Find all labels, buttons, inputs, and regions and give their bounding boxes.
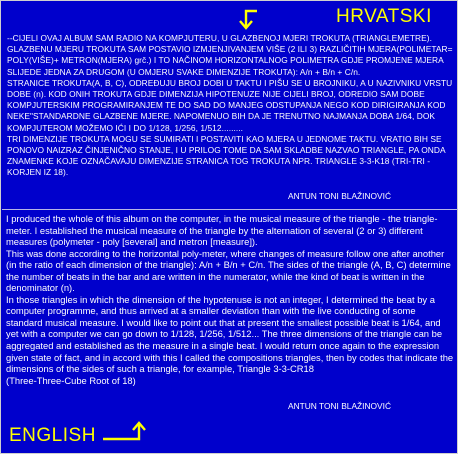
arrow-up-right-icon [101,419,147,443]
english-signature: ANTUN TONI BLAŽINOVIĆ [288,401,391,411]
english-heading: ENGLISH [9,425,96,446]
croatian-signature: ANTUN TONI BLAŽINOVIĆ [288,191,391,201]
section-divider [2,209,458,210]
english-description: I produced the whole of this album on the computer, in the musical measure of the triangle - the triangle-meter. I established the musical measure of the triangle by the alternation of several (2 or 3) different measures (polymeter - poly [several] and metron [measure]). This was done according to the horizontal poly-meter, where changes of measure follow one after another (in the ratio of each dimension of the triangle): A/n + B/n + C/n. The sides of the triangle (A, B, C) determine the number of beats in the bar and are written in the numerator, while the kind of beat is written in the denominator (n). In those triangles in which the dimension of the hypotenuse is not an integer, I determined the beat by a computer programme, and thus arrived at a smaller deviation than with the live conducting of some standard musical measure. I would like to point out that at present the smallest possible beat is 1/64, and yet with a computer we can go down to 1/128, 1/256, 1/512... The three dimensions of the triangle can be aggregated and established as the measure in a single beat. I would return once again to the expression given state of fact, and in accord with this I called the compositions triangles, then by codes that indicate the dimensions of the sides of such a triangle, for example, Triangle 3-3-CR18 (Three-Three-Cube Root of 18) [6,213,454,386]
croatian-heading: HRVATSKI [336,6,432,27]
croatian-description: --CIJELI OVAJ ALBUM SAM RADIO NA KOMPJUTERU, U GLAZBENOJ MJERI TROKUTA (TRIANGLEMETRE). GLAZBENU MJERU TROKUTA SAM POSTAVIO IZMJENJIVANJEM VIŠE (2 ILI 3) RAZLIČITIH MJERA(POLIMETAR= POLY(VIŠE)+ METRON(MJERA) grč.) I TO NAČINOM HORIZONTALNOG POLIMETRA GDJE PROMJENE MJERA SLIJEDE JEDNA ZA DRUGOM (U OMJERU SVAKE DIMENZIJE TROKUTA): A/n + B/n + C/n. STRANICE TROKUTA(A, B, C), ODREĐUJU BROJ DOBI U TAKTU I PIŠU SE U BROJNIKU, A U NAZIVNIKU VRSTU DOBE (n). KOD ONIH TROKUTA GDJE DIMENZIJA HIPOTENUZE NIJE CIJELI BROJ, ODREDIO SAM DOBE KOMPJUTERSKIM PROGRAMIRANJEM TE DO SAD DO MANJEG ODSTUPANJA NEGO KOD DIRIGIRANJA KOD NEKE"STANDARDNE GLAZBENE MJERE. NAPOMENUO BIH DA JE TRENUTNO NAJMANJA DOBA 1/64, DOK KOMPJUTEROM MOŽEMO IĆI I DO 1/128, 1/256, 1/512......... TRI DIMENZIJE TROKUTA MOGU SE SUMIRATI I POSTAVITI KAO MJERA U JEDNOME TAKTU. VRATIO BIH SE PONOVO NAIZRAZ ČINJENIČNO STANJE, I U PRILOG TOME DA SAM SKLADBE NAZVAO TRIANGLE, PA ONDA ZNAMENKE KOJE OZNAČAVAJU DIMENZIJE STRANICA TOG TROKUTA NPR. TRIANGLE 3-3-K18 (TRI-TRI -KORJEN IZ 18). [7,33,453,178]
arrow-down-left-icon [233,8,259,30]
